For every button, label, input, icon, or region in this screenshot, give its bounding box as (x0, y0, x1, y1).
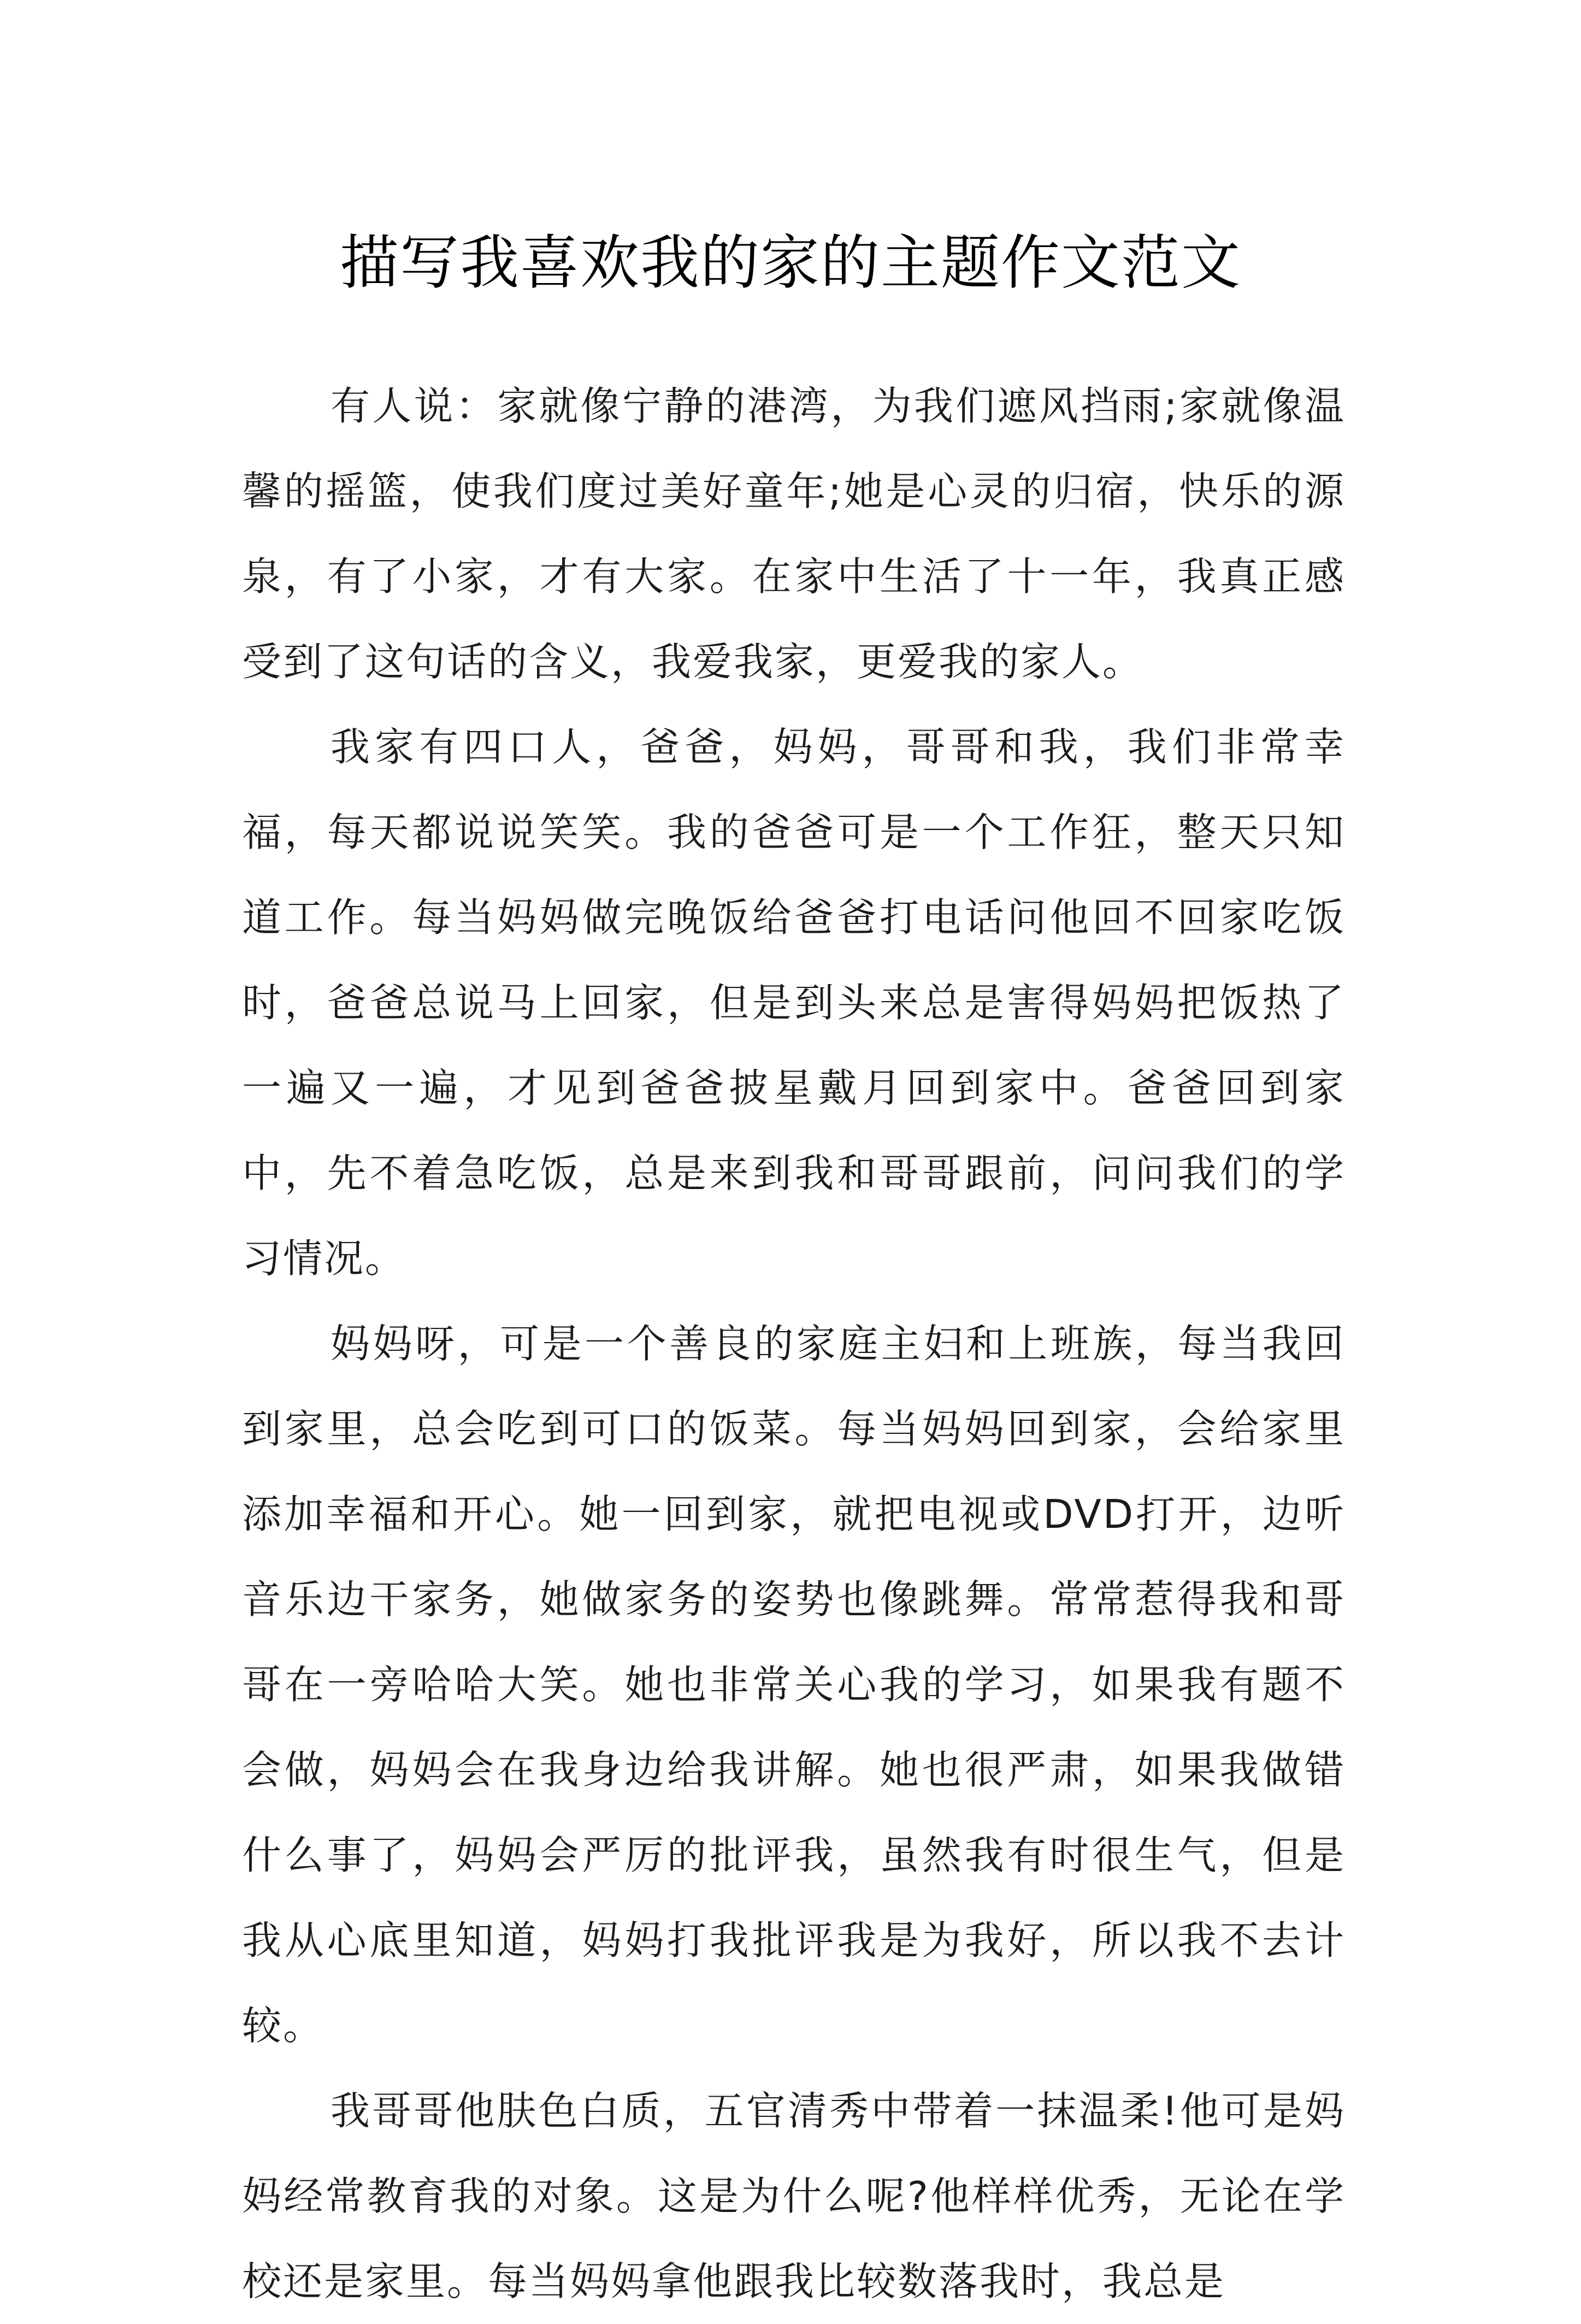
document-body (242, 363, 1346, 2324)
paragraph-3: 妈妈呀，可是一个善良的家庭主妇和上班族，每当我回到家里，总会吃到可口的饭菜。每当妈妈回到家，会给家里添加幸福和开心。她一回到家，就把电视或DVD打开，边听音乐边干家务，她做家务的姿势也像跳舞。常常惹得我和哥哥在一旁哈哈大笑。她也非常关心我的学习，如果我有题不会做，妈妈会在我身边给我讲解。她也很严肃，如果我做错什么事了，妈妈会严厉的批评我，虽然我有时很生气，但是我从心底里知道，妈妈打我批评我是为我好，所以我不去计较。 (242, 1321, 1346, 2049)
paragraph-4: 我哥哥他肤色白质，五官清秀中带着一抹温柔!他可是妈妈经常教育我的对象。这是为什么呢?他样样优秀，无论在学校还是家里。每当妈妈拿他跟我比较数落我时，我总是 (242, 2088, 1346, 2304)
paragraph-1: 有人说：家就像宁静的港湾，为我们遮风挡雨;家就像温馨的摇篮，使我们度过美好童年;她是心灵的归宿，快乐的源泉，有了小家，才有大家。在家中生活了十一年，我真正感受到了这句话的含义，我爱我家，更爱我的家人。 (242, 383, 1346, 685)
paragraph-2: 我家有四口人，爸爸，妈妈，哥哥和我，我们非常幸福，每天都说说笑笑。我的爸爸可是一个工作狂，整天只知道工作。每当妈妈做完晚饭给爸爸打电话问他回不回家吃饭时，爸爸总说马上回家，但是到头来总是害得妈妈把饭热了一遍又一遍，才见到爸爸披星戴月回到家中。爸爸回到家中，先不着急吃饭，总是来到我和哥哥跟前，问问我们的学习情况。 (242, 724, 1346, 1281)
document-title: 描写我喜欢我的家的主题作文范文 (339, 229, 1241, 298)
